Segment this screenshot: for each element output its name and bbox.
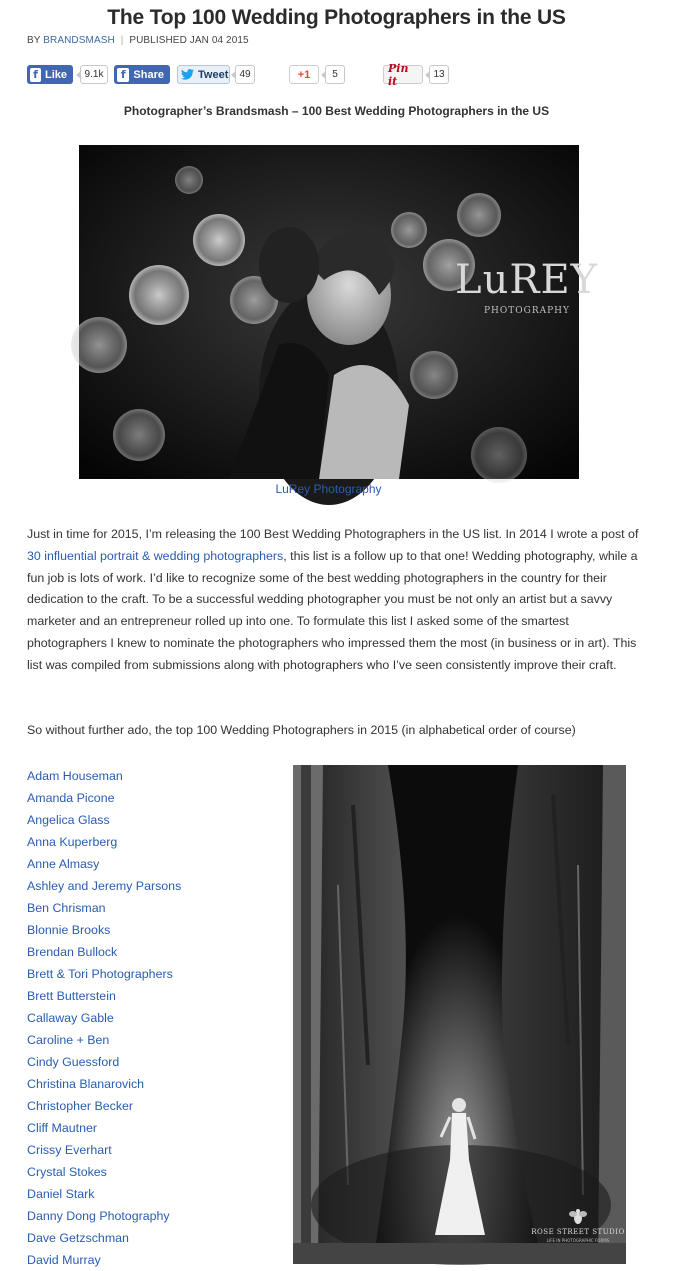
photographer-link[interactable]: Dave Getzschman <box>27 1231 129 1245</box>
list-item <box>27 941 181 963</box>
list-item <box>27 985 181 1007</box>
facebook-icon: f <box>30 68 41 82</box>
list-item <box>27 853 181 875</box>
photographer-link[interactable]: Brendan Bullock <box>27 945 118 959</box>
byline <box>27 35 249 46</box>
photographer-link[interactable]: Amanda Picone <box>27 791 115 805</box>
photographer-link[interactable]: Adam Houseman <box>27 769 123 783</box>
list-item <box>27 1051 181 1073</box>
intro-paragraph <box>27 524 639 677</box>
list-item <box>27 1095 181 1117</box>
rose-street-watermark: ROSE STREET STUDIO <box>531 1228 625 1236</box>
photographer-list <box>27 765 181 1271</box>
list-item <box>27 1183 181 1205</box>
lurey-watermark: LuREY <box>455 257 599 303</box>
list-item <box>27 1205 181 1227</box>
list-item <box>27 1007 181 1029</box>
google-plus-icon: +1 <box>297 68 311 81</box>
article-subtitle: Photographer’s Brandsmash – 100 Best Wedding Photographers in the US <box>123 104 550 118</box>
intro-text-start: Just in time for 2015, I’m releasing the 100 Best Wedding Photographers in the US list. In 2014 I wrote a post of <box>27 527 639 541</box>
pin-count: 13 <box>429 65 449 84</box>
list-item <box>27 787 181 809</box>
byline-separator: | <box>120 35 124 46</box>
photographer-link[interactable]: Ashley and Jeremy Parsons <box>27 879 182 893</box>
list-item <box>27 1029 181 1051</box>
photographer-link[interactable]: Daniel Stark <box>27 1187 95 1201</box>
bride-redwood-photo[interactable] <box>293 765 626 1264</box>
google-plus-count: 5 <box>325 65 345 84</box>
photographer-link[interactable]: Caroline + Ben <box>27 1033 110 1047</box>
photographer-link[interactable]: Brett Butterstein <box>27 989 116 1003</box>
facebook-share-button[interactable] <box>114 65 170 84</box>
publish-date: PUBLISHED JAN 04 2015 <box>129 35 249 46</box>
pinterest-icon: Pin it <box>388 61 409 88</box>
author-link[interactable]: BRANDSMASH <box>43 35 115 46</box>
photographer-link[interactable]: Danny Dong Photography <box>27 1209 170 1223</box>
hero-caption <box>0 482 657 496</box>
photographer-link[interactable]: Crissy Everhart <box>27 1143 112 1157</box>
facebook-like-count: 9.1k <box>80 65 108 84</box>
list-item <box>27 897 181 919</box>
list-item <box>27 1073 181 1095</box>
intro-text-end: , this list is a follow up to that one! Wedding photography, while a fun job is lots of work. I’d like to recognize some of the best wedding photographers in the country for their dedication to the craft. To be a successful wedding photographer you must be not only an artist but a savvy marketer and an entrepreneur rolled up into one. To formulate this list I asked some of the smartest photographers I knew to nominate the photographers who impressed them the most (in business or in art). This list was compiled from submissions along with photographers who I’ve seen consistently improve their craft. <box>27 548 638 672</box>
photographer-link[interactable]: Anne Almasy <box>27 857 100 871</box>
photographer-link[interactable]: David Murray <box>27 1253 101 1267</box>
list-item <box>27 1139 181 1161</box>
tweet-label: Tweet <box>198 68 229 81</box>
google-plus-button[interactable] <box>289 65 319 84</box>
list-item <box>27 963 181 985</box>
photographer-link[interactable]: Brett & Tori Photographers <box>27 967 173 981</box>
by-label: BY <box>27 35 41 46</box>
lurey-watermark-sub: PHOTOGRAPHY <box>484 306 570 316</box>
influential-photographers-link[interactable]: 30 influential portrait & wedding photographers <box>27 548 284 563</box>
rose-street-watermark-sub: LIFE IN PHOTOGRAPHIC FORMS <box>546 1238 610 1243</box>
list-item <box>27 809 181 831</box>
photographer-link[interactable]: Christopher Becker <box>27 1099 134 1113</box>
hero-caption-link[interactable]: LuRey Photography <box>275 482 382 496</box>
hero-photo-art <box>79 145 599 479</box>
page-title: The Top 100 Wedding Photographers in the US <box>107 6 566 29</box>
photographer-link[interactable]: Christina Blanarovich <box>27 1077 145 1091</box>
list-item <box>27 1249 181 1271</box>
photographer-link[interactable]: Ben Chrisman <box>27 901 106 915</box>
list-item <box>27 765 181 787</box>
list-item <box>27 1161 181 1183</box>
pin-it-button[interactable] <box>383 61 423 88</box>
facebook-icon: f <box>117 68 129 82</box>
list-item <box>27 1227 181 1249</box>
list-item <box>27 1117 181 1139</box>
list-item <box>27 875 181 897</box>
facebook-like-label: Like <box>44 68 67 81</box>
photographer-link[interactable]: Blonnie Brooks <box>27 923 111 937</box>
photographer-link[interactable]: Cliff Mautner <box>27 1121 98 1135</box>
lead-in-paragraph: So without further ado, the top 100 Wedding Photographers in 2015 (in alphabetical order of course) <box>27 723 576 737</box>
photographer-link[interactable]: Angelica Glass <box>27 813 110 827</box>
twitter-bird-icon <box>181 68 194 82</box>
hero-photo[interactable] <box>79 145 599 479</box>
photographer-link[interactable]: Cindy Guessford <box>27 1055 120 1069</box>
tweet-count: 49 <box>235 65 255 84</box>
photographer-link[interactable]: Callaway Gable <box>27 1011 114 1025</box>
facebook-like-button[interactable] <box>27 65 73 84</box>
bride-redwood-photo-art <box>293 765 626 1264</box>
tweet-button[interactable] <box>177 65 230 84</box>
list-item <box>27 831 181 853</box>
photographer-link[interactable]: Crystal Stokes <box>27 1165 107 1179</box>
list-item <box>27 919 181 941</box>
photographer-link[interactable]: Anna Kuperberg <box>27 835 118 849</box>
facebook-share-label: Share <box>133 68 164 81</box>
